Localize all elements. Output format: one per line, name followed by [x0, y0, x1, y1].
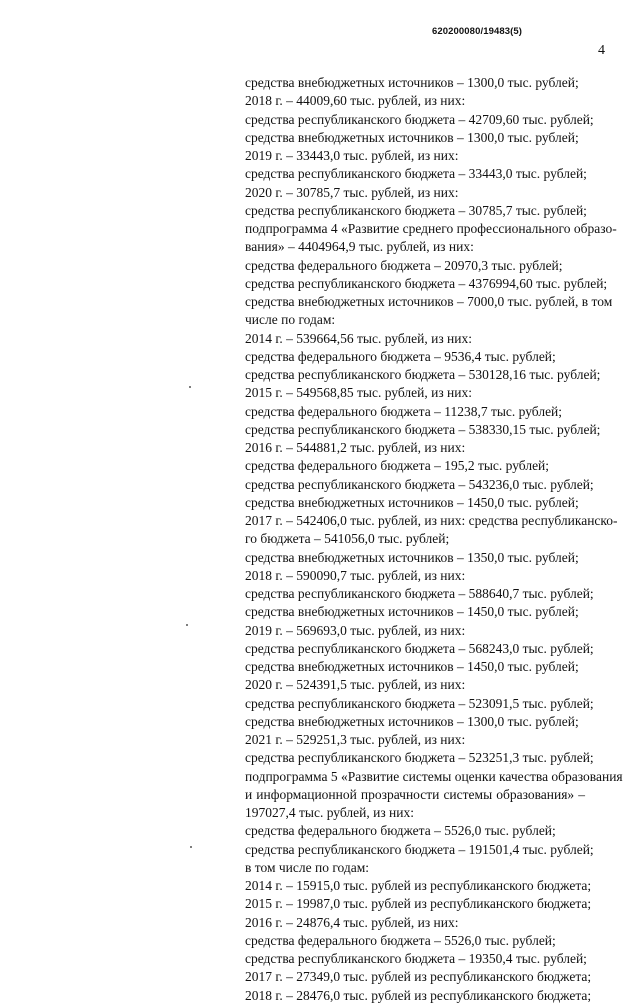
text-line: числе по годам:	[245, 312, 336, 328]
text-line: средства внебюджетных источников – 1300,0 тыс. рублей;	[245, 129, 579, 145]
text-line: и информационной прозрачности системы образования» –	[245, 786, 585, 802]
text-line: средства республиканского бюджета – 191501,4 тыс. рублей;	[245, 841, 594, 857]
text-line: 197027,4 тыс. рублей, из них:	[245, 805, 414, 820]
text-line: 2021 г. – 529251,3 тыс. рублей, из них:	[245, 732, 466, 747]
text-line: средства республиканского бюджета – 568243,0 тыс. рублей;	[245, 640, 594, 656]
text-line: в том числе по годам:	[245, 859, 370, 875]
text-line: 2018 г. – 28476,0 тыс. рублей из республиканского бюджета;	[245, 987, 592, 1003]
text-line: 2017 г. – 542406,0 тыс. рублей, из них: средства республиканско-	[245, 513, 618, 528]
text-line: средства республиканского бюджета – 543236,0 тыс. рублей;	[245, 476, 594, 492]
text-line: средства республиканского бюджета – 523091,5 тыс. рублей;	[245, 695, 594, 711]
text-line: 2016 г. – 24876,4 тыс. рублей, из них:	[245, 914, 459, 930]
scan-speck	[186, 624, 188, 626]
text-line: средства республиканского бюджета – 42709,60 тыс. рублей;	[245, 111, 594, 127]
text-line: средства федерального бюджета – 9536,4 тыс. рублей;	[245, 348, 556, 364]
text-line: средства республиканского бюджета – 30785,7 тыс. рублей;	[245, 202, 587, 218]
document-id: 620200080/19483(5)	[432, 26, 523, 37]
text-line: 2020 г. – 524391,5 тыс. рублей, из них:	[245, 677, 466, 693]
text-line: средства республиканского бюджета – 588640,7 тыс. рублей;	[245, 586, 594, 601]
text-line: средства республиканского бюджета – 19350,4 тыс. рублей;	[245, 951, 587, 966]
text-line: средства внебюджетных источников – 1450,0 тыс. рублей;	[245, 604, 579, 620]
document-body	[245, 74, 623, 1005]
text-line: вания» – 4404964,9 тыс. рублей, из них:	[245, 239, 474, 255]
page-number: 4	[598, 43, 605, 58]
text-line: 2014 г. – 15915,0 тыс. рублей из республиканского бюджета;	[245, 878, 592, 893]
text-line: средства федерального бюджета – 20970,3 тыс. рублей;	[245, 257, 563, 273]
text-line: средства федерального бюджета – 11238,7 тыс. рублей;	[245, 403, 563, 419]
text-line: средства внебюджетных источников – 1450,0 тыс. рублей;	[245, 659, 579, 674]
scan-speck	[189, 386, 191, 388]
text-line: средства республиканского бюджета – 530128,16 тыс. рублей;	[245, 367, 601, 382]
text-line: 2015 г. – 549568,85 тыс. рублей, из них:	[245, 385, 472, 401]
text-line: средства внебюджетных источников – 1300,0 тыс. рублей;	[245, 713, 579, 729]
text-line: 2018 г. – 590090,7 тыс. рублей, из них:	[245, 567, 466, 583]
text-line: 2019 г. – 569693,0 тыс. рублей, из них:	[245, 622, 466, 638]
text-line: 2014 г. – 539664,56 тыс. рублей, из них:	[245, 330, 472, 346]
text-line: 2019 г. – 33443,0 тыс. рублей, из них:	[245, 148, 459, 163]
text-line: 2015 г. – 19987,0 тыс. рублей из республиканского бюджета;	[245, 896, 592, 912]
text-line: го бюджета – 541056,0 тыс. рублей;	[245, 531, 450, 547]
text-line: средства республиканского бюджета – 4376994,60 тыс. рублей;	[245, 275, 608, 291]
text-line: средства федерального бюджета – 5526,0 тыс. рублей;	[245, 823, 556, 839]
text-line: средства республиканского бюджета – 523251,3 тыс. рублей;	[245, 750, 594, 766]
text-line: средства республиканского бюджета – 33443,0 тыс. рублей;	[245, 166, 587, 182]
text-line: средства внебюджетных источников – 1300,0 тыс. рублей;	[245, 75, 579, 90]
text-line: 2020 г. – 30785,7 тыс. рублей, из них:	[245, 184, 459, 200]
text-line: 2018 г. – 44009,60 тыс. рублей, из них:	[245, 93, 466, 109]
text-line: подпрограмма 4 «Развитие среднего профессионального образо-	[245, 221, 617, 236]
text-line: средства федерального бюджета – 5526,0 тыс. рублей;	[245, 932, 556, 948]
text-line: 2016 г. – 544881,2 тыс. рублей, из них:	[245, 440, 466, 455]
text-line: подпрограмма 5 «Развитие системы оценки качества образования	[245, 768, 623, 784]
text-line: средства федерального бюджета – 195,2 тыс. рублей;	[245, 458, 550, 474]
text-line: средства внебюджетных источников – 1350,0 тыс. рублей;	[245, 549, 579, 565]
text-line: средства республиканского бюджета – 538330,15 тыс. рублей;	[245, 421, 601, 437]
scan-speck	[190, 846, 192, 848]
text-line: средства внебюджетных источников – 1450,0 тыс. рублей;	[245, 494, 579, 510]
text-line: 2017 г. – 27349,0 тыс. рублей из республиканского бюджета;	[245, 969, 592, 985]
text-line: средства внебюджетных источников – 7000,0 тыс. рублей, в том	[245, 294, 613, 309]
